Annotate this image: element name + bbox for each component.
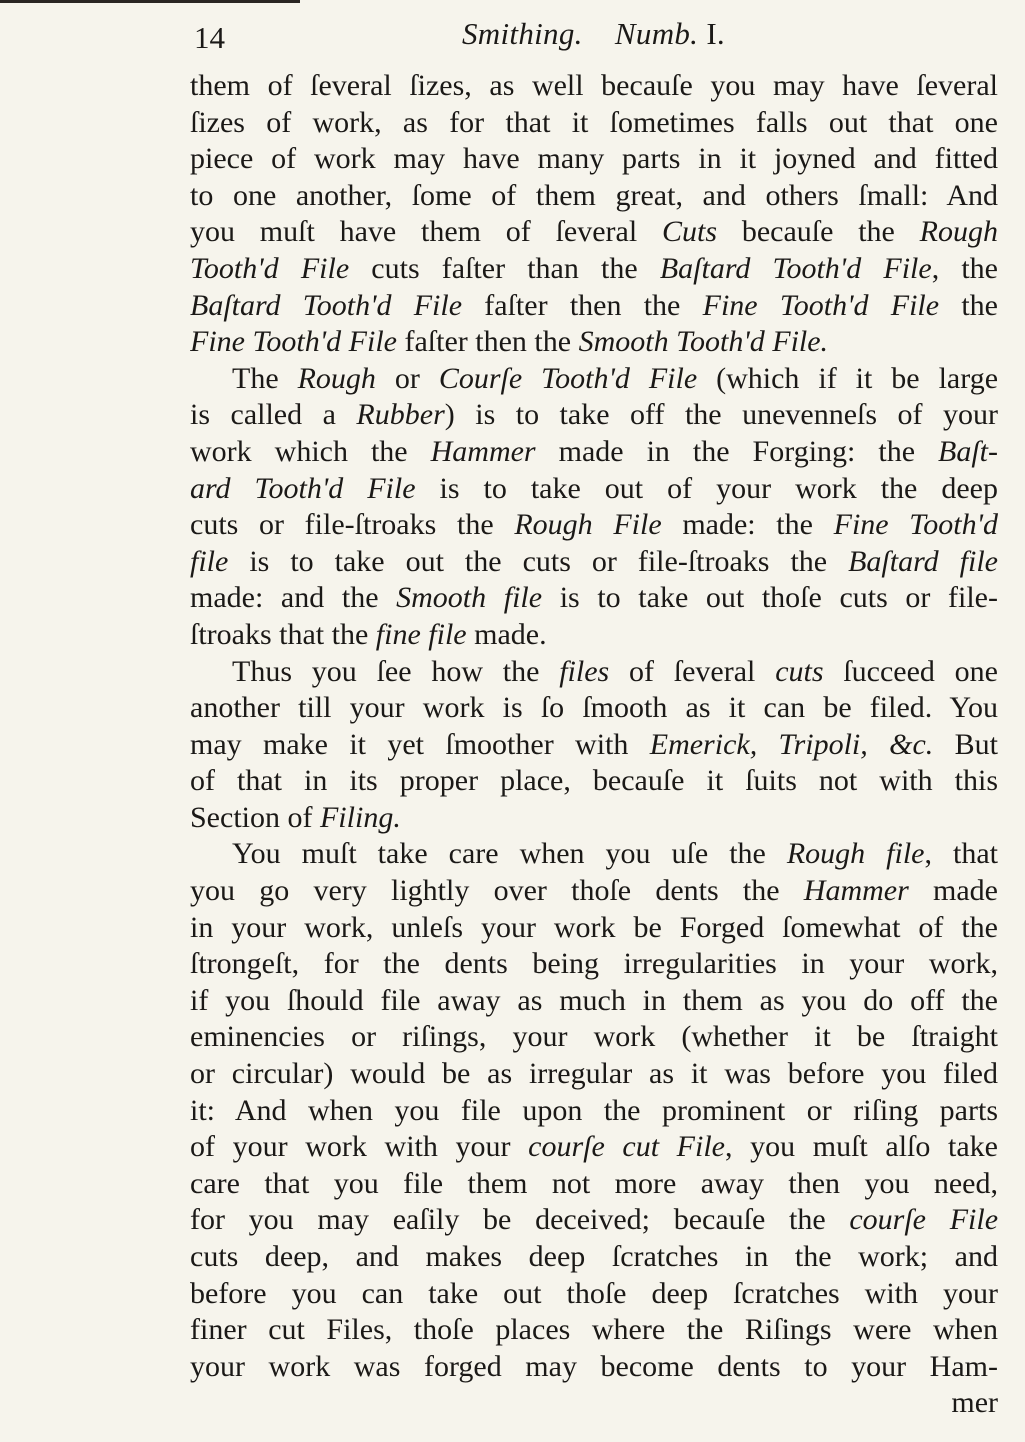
text-line: [190, 1093, 998, 1130]
text-span: Section of: [190, 800, 320, 834]
text-span: is called a: [190, 398, 357, 432]
text-line: [190, 1385, 998, 1422]
italic-text: ard Tooth'd File: [190, 471, 416, 505]
text-span: finer cut Files, thoſe places where the Riſings were when: [190, 1313, 998, 1347]
italic-text: Baſtard file: [848, 544, 998, 578]
text-span: may make it yet ſmoother with: [190, 727, 650, 761]
italic-text: courſe cut File: [528, 1130, 725, 1164]
text-span: cuts faſter than the: [349, 251, 660, 285]
italic-text: Rough: [297, 361, 376, 395]
text-line: [190, 1166, 998, 1203]
text-span: is to take out thoſe cuts or file-: [542, 581, 998, 615]
text-span: the: [939, 288, 998, 322]
italic-text: Rubber: [356, 398, 445, 432]
running-head: [462, 16, 725, 52]
text-span: for you may eaſily be deceived; becauſe the: [190, 1203, 850, 1237]
text-line: [190, 68, 998, 105]
italic-text: courſe File: [849, 1203, 998, 1237]
text-span: made: the: [661, 508, 834, 542]
text-span: is to take out the cuts or file-ſtroaks the: [228, 544, 849, 578]
text-line: [190, 983, 998, 1020]
running-head-title: Smithing.: [462, 16, 583, 51]
page-number: 14: [194, 20, 225, 55]
italic-text: Baſt-: [938, 434, 998, 468]
text-span: ) is to take off the unevenneſs of your: [444, 398, 998, 432]
italic-text: Emerick, Tripoli, &c.: [649, 727, 934, 761]
text-span: of your work with your: [190, 1130, 529, 1164]
text-line: [190, 910, 998, 947]
text-line: [190, 836, 998, 873]
text-span: you go very lightly over thoſe dents the: [190, 874, 804, 908]
body-text: [190, 68, 998, 1422]
italic-text: Rough File: [514, 508, 662, 542]
text-line: [190, 1239, 998, 1276]
text-line: [190, 544, 998, 581]
text-line: [190, 946, 998, 983]
italic-text: Cuts: [662, 215, 718, 249]
italic-text: Smooth file: [396, 581, 543, 615]
text-span: or circular) would be as irregular as it was before you filed: [190, 1057, 998, 1091]
text-span: if you ſhould file away as much in them as you do off the: [190, 983, 998, 1017]
text-line: [190, 324, 998, 361]
text-span: made in the Forging: the: [535, 434, 939, 468]
italic-text: file: [190, 544, 229, 578]
text-line: [190, 1202, 998, 1239]
text-line: [190, 471, 998, 508]
text-line: [190, 397, 998, 434]
text-span: in your work, unleſs your work be Forged ſomewhat of the: [190, 910, 998, 944]
text-span: to one another, ſome of them great, and others ſmall: And: [190, 178, 998, 212]
text-span: ſtrongeſt, for the dents being irregularities in your work,: [190, 947, 998, 981]
text-span: becauſe the: [717, 215, 920, 249]
running-head-numb: Numb.: [614, 16, 699, 51]
italic-text: cuts: [775, 654, 824, 688]
italic-text: Baſtard Tooth'd File: [659, 251, 932, 285]
text-line: [190, 617, 998, 654]
text-line: [190, 1312, 998, 1349]
text-span: You muſt take care when you uſe the: [232, 837, 787, 871]
text-line: [190, 654, 998, 691]
text-span: eminencies or riſings, your work (whether it be ſtraight: [190, 1020, 998, 1054]
text-span: faſter then the: [462, 288, 703, 322]
text-span: made.: [466, 617, 547, 651]
text-span: of ſeveral: [609, 654, 776, 688]
italic-text: Filing.: [319, 800, 401, 834]
text-span: or: [375, 361, 439, 395]
text-line: [190, 251, 998, 288]
text-span: , you muſt alſo take: [725, 1130, 998, 1164]
text-span: cuts deep, and makes deep ſcratches in the work; and: [190, 1240, 998, 1273]
text-span: your work was forged may become dents to your Ham-: [190, 1349, 998, 1383]
text-span: The: [232, 361, 298, 395]
text-line: [190, 1349, 998, 1386]
text-line: [190, 1276, 998, 1313]
text-line: [190, 141, 998, 178]
text-span: care that you file them not more away then you need,: [190, 1166, 998, 1200]
italic-text: Fine Tooth'd File: [702, 288, 940, 322]
text-span: is to take out of your work the deep: [415, 471, 998, 505]
text-line: [190, 873, 998, 910]
text-span: work which the: [190, 434, 431, 468]
italic-text: files: [559, 654, 610, 688]
text-span: , that: [924, 837, 998, 871]
text-line: [190, 361, 998, 398]
text-span: it: And when you file upon the prominent or riſing parts: [190, 1093, 998, 1127]
italic-text: Courſe Tooth'd File: [438, 361, 698, 395]
text-span: piece of work may have many parts in it joyned and fitted: [190, 142, 998, 176]
text-line: [190, 434, 998, 471]
text-span: ſtroaks that the: [190, 617, 376, 651]
text-span: before you can take out thoſe deep ſcratches with your: [190, 1276, 998, 1310]
text-line: [190, 690, 998, 727]
text-line: [190, 105, 998, 142]
text-span: made: [908, 874, 998, 908]
text-span: them of ſeveral ſizes, as well becauſe you may have ſeveral: [190, 69, 998, 102]
text-line: [190, 727, 998, 764]
text-line: [190, 178, 998, 215]
italic-text: Hammer: [803, 874, 909, 908]
text-line: [190, 1019, 998, 1056]
italic-text: Fine Tooth'd File: [190, 325, 397, 359]
text-line: [190, 763, 998, 800]
italic-text: Hammer: [430, 434, 536, 468]
text-line: [190, 214, 998, 251]
italic-text: Rough: [919, 215, 998, 249]
text-span: But: [933, 727, 998, 761]
page-header: [190, 16, 1000, 62]
italic-text: Smooth Tooth'd File.: [578, 325, 829, 359]
text-span: (which if it be large: [697, 361, 998, 395]
italic-text: Rough file: [786, 837, 925, 871]
text-line: [190, 1056, 998, 1093]
text-span: made: and the: [190, 581, 397, 615]
text-line: [190, 288, 998, 325]
text-line: [190, 580, 998, 617]
text-span: of that in its proper place, becauſe it ſuits not with this: [190, 764, 998, 798]
text-span: mer: [951, 1386, 998, 1420]
italic-text: fine file: [375, 617, 467, 651]
italic-text: Baſtard Tooth'd File: [190, 288, 463, 322]
text-span: Thus you ſee how the: [232, 654, 560, 688]
text-span: you muſt have them of ſeveral: [190, 215, 662, 249]
italic-text: Fine Tooth'd: [833, 508, 998, 542]
text-span: faſter then the: [396, 325, 579, 359]
text-line: [190, 507, 998, 544]
text-line: [190, 800, 998, 837]
italic-text: Tooth'd File: [190, 251, 350, 285]
running-head-numeral: I.: [706, 16, 725, 51]
text-span: cuts or file-ſtroaks the: [190, 508, 515, 542]
text-span: ſizes of work, as for that it ſometimes falls out that one: [190, 105, 998, 139]
text-line: [190, 1129, 998, 1166]
text-span: another till your work is ſo ſmooth as it can be filed. You: [190, 691, 998, 725]
text-span: ſucceed one: [823, 654, 998, 688]
text-span: , the: [931, 251, 998, 285]
